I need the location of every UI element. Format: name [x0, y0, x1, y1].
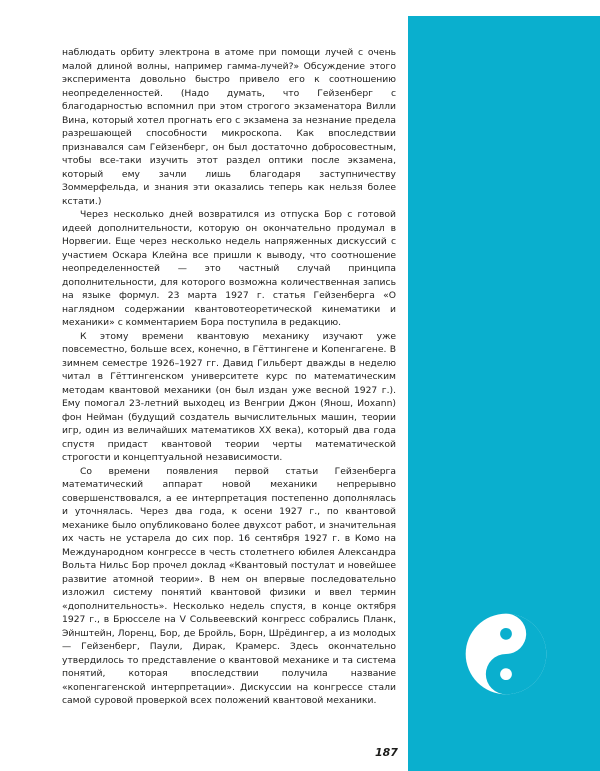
page-number: 187 [375, 746, 398, 759]
yin-yang-white-dot [500, 668, 512, 680]
yin-yang-blue-dot [500, 628, 512, 640]
paragraph: Через несколько дней возвратился из отпуска Бор с готовой идеей дополнительности, которую он окончательно продумал в Норвегии. Еще через несколько недель напряженных дискуссий с участием Оскара Клейна все пришли к выводу, что соотношение неопределенностей — это частный случай принципа дополнительности, для которого возможна количественная запись на языке формул. 23 марта 1927 г. статья Гейзенберга «О наглядном содержании квантовотеоретической кинематики и механики» с комментарием Бора поступила в редакцию. [62, 209, 396, 328]
paragraph: Со времени появления первой статьи Гейзенберга математический аппарат новой механики непрерывно совершенствовался, а ее интерпретация постепенно дополнялась и уточнялась. Через два года, к осени 1927 г., по квантовой механике было опубликовано более двухсот работ, и значительная их часть не устарела до сих пор. 16 сентября 1927 г. в Комо на Международном конгрессе в честь столетнего юбилея Александра Вольта Нильс Бор прочел доклад «Квантовый постулат и новейшее развитие атомной теории». В нем он впервые последовательно изложил систему понятий квантовой физики и ввел термин «дополнительность». Несколько недель спустя, в конце октября 1927 г., в Брюсселе на V Сольвеевский конгресс собрались Планк, Эйнштейн, Лоренц, Бор, де Бройль, Борн, Шрёдингер, а из молодых — Гейзенберг, Паули, Дирак, Крамерс. Здесь окончательно утвердилось то представление о квантовой механике и та система понятий, которая впоследствии получила название «копенгагенской интерпретации». Дискуссии на конгрессе стали самой суровой проверкой всех положений квантовой механики. [62, 465, 396, 706]
paragraph: наблюдать орбиту электрона в атоме при помощи лучей с очень малой длиной волны, например гамма-лучей?» Обсуждение этого эксперимента довольно быстро привело его к соотношению неопределенностей. (Надо думать, что Гейзенберг с благодарностью вспомнил при этом строгого экзаменатора Вилли Вина, который хотел прогнать его с экзамена за незнание предела разрешающей способности микроскопа. Как впоследствии признавался сам Гейзенберг, он был достаточно добросовестным, чтобы все-таки изучить этот раздел оптики после экзамена, который ему зачли лишь благодаря заступничеству Зоммерфельда, и знания эти оказались теперь как нельзя более кстати.) [62, 47, 396, 207]
paragraph: К этому времени квантовую механику изучают уже повсеместно, больше всех, конечно, в Гёттингене и Копенгагене. В зимнем семестре 1926–1927 гг. Давид Гильберт дважды в неделю читал в Гёттингенском университете курс по математическим методам квантовой механики (он был издан уже весной 1927 г.). Ему помогал 23-летний выходец из Венгрии Джон (Янош, Иохann) фон Нейман (будущий создатель вычислительных машин, теории игр, один из величайших математиков XX века), который два года спустя придаст квантовой теории черты математической строгости и концептуальной независимости. [62, 330, 396, 463]
body-text [62, 46, 396, 708]
yin-yang-icon [464, 612, 548, 696]
